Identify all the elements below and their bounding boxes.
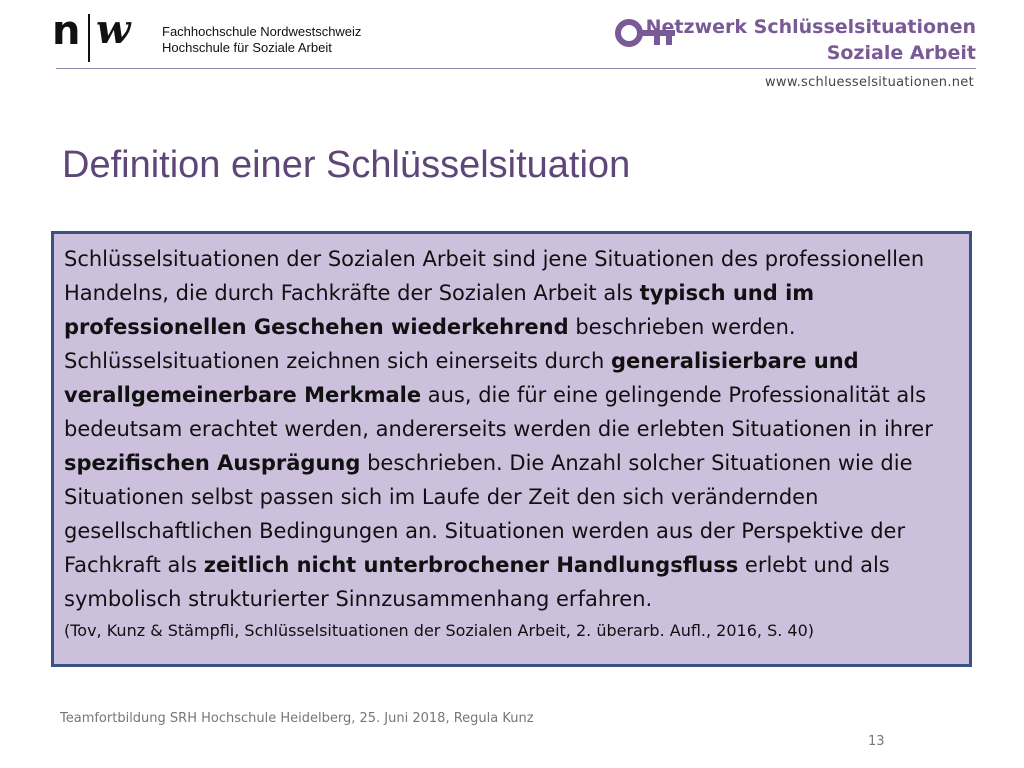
network-line2: Soziale Arbeit — [826, 42, 976, 64]
network-url: www.schluesselsituationen.net — [765, 75, 974, 90]
definition-part-1: Schlüsselsituationen der Sozialen Arbeit sind jene Situationen des professionellen Handelns, die durch Fachkräfte der Sozialen Arbeit als — [64, 247, 925, 305]
network-line1: Netzwerk Schlüsselsituationen — [645, 16, 976, 38]
slide-title: Definition einer Schlüsselsituation — [62, 144, 631, 186]
citation: (Tov, Kunz & Stämpfli, Schlüsselsituationen der Sozialen Arbeit, 2. überarb. Aufl., 2016, S. 40) — [64, 621, 814, 640]
definition-box — [51, 231, 972, 667]
definition-part-5: erlebt und als symbolisch strukturierter Sinnzusammenhang erfahren. — [64, 553, 890, 611]
institution-line1: Fachhochschule Nordwestschweiz — [162, 24, 362, 39]
definition-bold-2: generalisierbare und verallgemeinerbare Merkmale — [64, 349, 859, 407]
institution-line2: Hochschule für Soziale Arbeit — [162, 40, 332, 55]
fhnw-logo-divider — [88, 14, 90, 62]
institution-name — [162, 24, 361, 56]
definition-bold-1: typisch und im professionellen Geschehen wiederkehrend — [64, 281, 815, 339]
definition-part-3: aus, die für eine gelingende Professionalität als bedeutsam erachtet werden, andererseits werden die erlebten Situationen in ihrer — [64, 383, 933, 441]
definition-part-4: beschrieben. Die Anzahl solcher Situationen wie die Situationen selbst passen sich im Laufe der Zeit den sich verändernden gesellschaftlichen Bedingungen an. Situationen werden aus der Perspektive der Fachkraft als — [64, 451, 913, 577]
page-number: 13 — [868, 734, 885, 749]
definition-bold-3: spezifischen Ausprägung — [64, 451, 361, 475]
network-title — [646, 14, 976, 66]
definition-bold-4: zeitlich nicht unterbrochener Handlungsfluss — [203, 553, 739, 577]
definition-part-2: beschrieben werden. Schlüsselsituationen zeichnen sich einerseits durch — [64, 315, 796, 373]
definition-text — [64, 242, 964, 616]
header-divider — [56, 68, 976, 69]
fhnw-logo-w: w — [96, 6, 131, 53]
fhnw-logo-n: n — [52, 8, 79, 54]
fhnw-logo — [48, 6, 144, 66]
footer-text: Teamfortbildung SRH Hochschule Heidelberg, 25. Juni 2018, Regula Kunz — [60, 711, 534, 726]
